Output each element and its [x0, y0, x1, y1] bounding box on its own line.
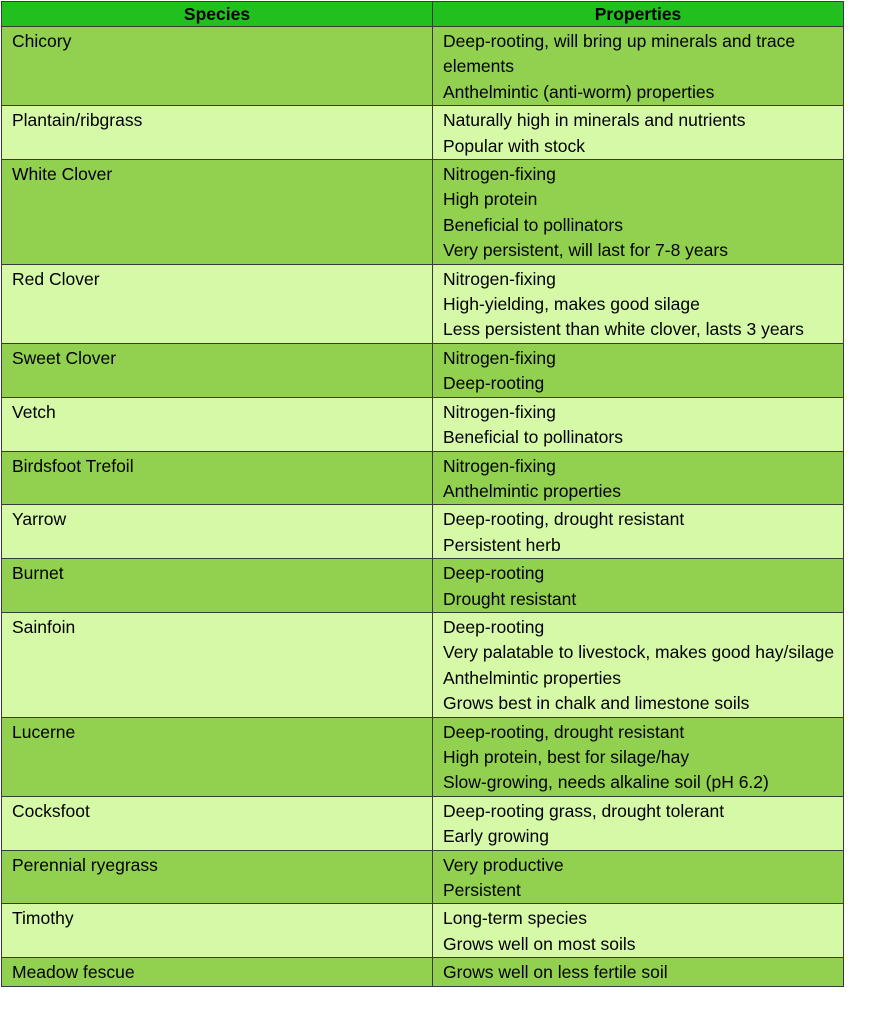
- table-row: [2, 850, 844, 904]
- species-cell: Perennial ryegrass: [2, 850, 433, 904]
- properties-cell: [433, 505, 844, 559]
- properties-cell: [433, 850, 844, 904]
- table-row: [2, 27, 844, 106]
- property-line: Beneficial to pollinators: [443, 427, 623, 448]
- species-cell: Chicory: [2, 27, 433, 106]
- table-row: [2, 451, 844, 505]
- table-row: [2, 717, 844, 796]
- properties-cell: [433, 106, 844, 160]
- property-line: Long-term species: [443, 908, 587, 929]
- header-row: [2, 2, 844, 27]
- species-cell: Cocksfoot: [2, 796, 433, 850]
- property-line: High-yielding, makes good silage: [443, 294, 700, 315]
- properties-cell: [433, 27, 844, 106]
- table-row: [2, 559, 844, 613]
- species-cell: Timothy: [2, 904, 433, 958]
- table-row: [2, 612, 844, 717]
- species-cell: Vetch: [2, 397, 433, 451]
- properties-cell: [433, 612, 844, 717]
- property-line: Anthelmintic properties: [443, 667, 621, 688]
- properties-cell: [433, 904, 844, 958]
- property-line: High protein: [443, 189, 538, 210]
- property-line: Early growing: [443, 826, 550, 847]
- property-line: Persistent: [443, 880, 521, 900]
- property-line: Anthelmintic properties: [443, 480, 621, 501]
- property-line: Deep-rooting: [443, 563, 545, 584]
- properties-cell: [433, 796, 844, 850]
- property-line: Very productive: [443, 854, 564, 875]
- table-row: [2, 343, 844, 397]
- species-cell: Yarrow: [2, 505, 433, 559]
- property-line: Nitrogen-fixing: [443, 268, 556, 289]
- property-line: Naturally high in minerals and nutrients: [443, 110, 746, 131]
- table-row: [2, 505, 844, 559]
- table-row: [2, 958, 844, 986]
- property-line: Deep-rooting, drought resistant: [443, 509, 685, 530]
- property-line: Drought resistant: [443, 588, 577, 609]
- property-line: Deep-rooting grass, drought tolerant: [443, 800, 725, 821]
- species-cell: Meadow fescue: [2, 958, 433, 986]
- properties-cell: [433, 264, 844, 343]
- species-cell: Burnet: [2, 559, 433, 613]
- table-body: [2, 27, 844, 987]
- property-line: Deep-rooting: [443, 616, 545, 637]
- property-line: Very persistent, will last for 7-8 years: [443, 240, 728, 261]
- property-line: High protein, best for silage/hay: [443, 746, 690, 767]
- table-row: [2, 106, 844, 160]
- species-cell: Plantain/ribgrass: [2, 106, 433, 160]
- property-line: Nitrogen-fixing: [443, 164, 556, 185]
- property-line: Very palatable to livestock, makes good hay/silage: [443, 642, 835, 663]
- table-row: [2, 264, 844, 343]
- property-line: Persistent herb: [443, 534, 561, 555]
- properties-cell: [433, 559, 844, 613]
- property-line: Deep-rooting, drought resistant: [443, 721, 685, 742]
- property-line: Deep-rooting: [443, 373, 545, 394]
- table-row: [2, 904, 844, 958]
- properties-cell: [433, 343, 844, 397]
- property-line: Deep-rooting, will bring up minerals and trace elements: [443, 31, 796, 77]
- properties-cell: [433, 160, 844, 265]
- properties-cell: [433, 451, 844, 505]
- species-cell: Birdsfoot Trefoil: [2, 451, 433, 505]
- header-properties: Properties: [433, 2, 844, 27]
- property-line: Beneficial to pollinators: [443, 214, 623, 235]
- table-header: [2, 2, 844, 27]
- property-line: Grows well on most soils: [443, 933, 636, 954]
- property-line: Anthelmintic (anti-worm) properties: [443, 81, 715, 102]
- property-line: Less persistent than white clover, lasts 3 years: [443, 319, 804, 340]
- species-properties-table: [1, 1, 844, 987]
- property-line: Nitrogen-fixing: [443, 401, 556, 422]
- species-cell: Lucerne: [2, 717, 433, 796]
- species-cell: Sainfoin: [2, 612, 433, 717]
- table-row: [2, 160, 844, 265]
- property-line: Grows best in chalk and limestone soils: [443, 693, 750, 714]
- property-line: Slow-growing, needs alkaline soil (pH 6.2): [443, 772, 769, 793]
- properties-cell: [433, 958, 844, 986]
- property-line: Nitrogen-fixing: [443, 347, 556, 368]
- species-cell: Sweet Clover: [2, 343, 433, 397]
- table-row: [2, 397, 844, 451]
- property-line: Nitrogen-fixing: [443, 455, 556, 476]
- properties-cell: [433, 397, 844, 451]
- species-cell: Red Clover: [2, 264, 433, 343]
- table-row: [2, 796, 844, 850]
- property-line: Grows well on less fertile soil: [443, 962, 668, 983]
- properties-cell: [433, 717, 844, 796]
- header-species: Species: [2, 2, 433, 27]
- property-line: Popular with stock: [443, 135, 586, 156]
- species-cell: White Clover: [2, 160, 433, 265]
